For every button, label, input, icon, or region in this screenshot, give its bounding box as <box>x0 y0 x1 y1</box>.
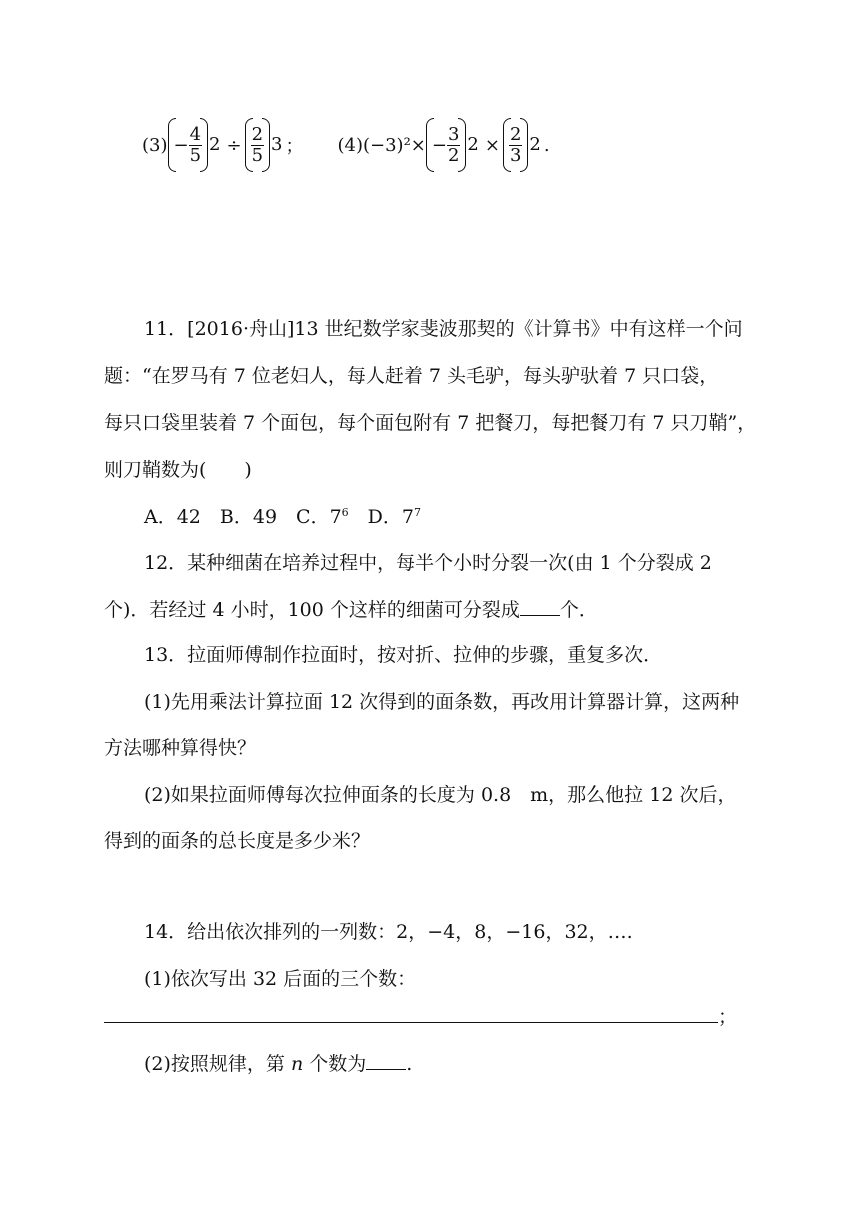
q14-variable-n: n <box>290 1053 304 1075</box>
q14-part2 <box>144 1051 412 1076</box>
p3-divide-sign: ÷ <box>226 134 242 156</box>
p3-fraction-2 <box>251 125 264 166</box>
q13-part1-line-1: (1)先用乘法计算拉面 12 次得到的面条数，再改用计算器计算，这两种 <box>144 691 740 713</box>
q14-part1-answer-line <box>104 1004 737 1029</box>
q13-part1-line-2: 方法哪种算得快？ <box>104 737 257 759</box>
p4-exponent-1: 2 <box>467 133 479 155</box>
q12-line-1: 12．某种细菌在培养过程中，每半个小时分裂一次(由 1 个分裂成 2 <box>144 552 712 574</box>
q14-part1-answer-blank[interactable] <box>104 1004 718 1023</box>
q11-option-c-exponent: 6 <box>341 506 349 519</box>
q14-part2-text-2: 个数为 <box>309 1053 367 1075</box>
q11-options <box>144 505 421 529</box>
p3-paren-1 <box>168 116 209 174</box>
q11-line-1: 11．[2016·舟山]13 世纪数学家斐波那契的《计算书》中有这样一个问 <box>144 318 743 340</box>
p4-frac1-sign: − <box>431 134 447 156</box>
p3-exponent-2: 3 <box>271 133 283 155</box>
q14-line-1: 14．给出依次排列的一列数：2，−4，8，−16，32，…. <box>144 921 633 943</box>
p4-fraction-2 <box>509 125 522 166</box>
p3-fraction-1 <box>189 125 202 166</box>
p3-frac2-denominator: 5 <box>251 144 264 166</box>
q12-line-2-end: 个． <box>559 599 598 621</box>
p3-frac1-sign: − <box>173 134 189 156</box>
p4-times-sign: × <box>484 134 500 156</box>
q11-option-d-exponent: 7 <box>414 506 421 519</box>
part-4-label: (4)(−3)²× <box>337 134 426 156</box>
q13-part2-line-1: (2)如果拉面师傅每次拉伸面条的长度为 0.8 m，那么他拉 12 次后， <box>144 784 737 806</box>
q12-line-2-text: 个)．若经过 4 小时，100 个这样的细菌可分裂成 <box>104 599 520 621</box>
q12-line-2 <box>104 597 598 622</box>
p4-frac1-numerator: 3 <box>447 123 460 145</box>
q13-line-1: 13．拉面师傅制作拉面时，按对折、拉伸的步骤，重复多次． <box>144 644 663 666</box>
q13-part2-line-2: 得到的面条的总长度是多少米？ <box>104 830 371 852</box>
q11-line-3: 每只口袋里装着 7 个面包，每个面包附有 7 把餐刀，每把餐刀有 7 只刀鞘”， <box>104 412 757 434</box>
math-expression-row <box>142 110 550 180</box>
q11-option-d: D．7 <box>348 506 414 528</box>
q14-part2-end: . <box>406 1053 413 1075</box>
p4-fraction-1 <box>447 125 460 166</box>
q11-line-4: 则刀鞘数为( ) <box>104 459 252 481</box>
q14-part1: (1)依次写出 32 后面的三个数： <box>144 968 417 990</box>
p4-frac1-denominator: 2 <box>447 144 460 166</box>
p3-frac1-numerator: 4 <box>189 123 202 145</box>
q11-options-main: A．42 B．49 C．7 <box>144 506 342 528</box>
part-3-label: (3) <box>142 134 168 156</box>
q11-line-2: 题：“在罗马有 7 位老妇人，每人赶着 7 头毛驴，每头驴驮着 7 只口袋， <box>104 365 719 387</box>
q14-part2-answer-blank[interactable] <box>366 1051 406 1070</box>
q12-answer-blank[interactable] <box>520 597 560 616</box>
p3-exponent-1: 2 <box>209 133 221 155</box>
q14-part2-text: (2)按照规律，第 <box>144 1053 285 1075</box>
separator: ； <box>285 136 304 157</box>
p4-exponent-2: 2 <box>529 133 541 155</box>
p4-frac2-numerator: 2 <box>509 123 522 145</box>
math-end-period: . <box>543 134 550 156</box>
p3-paren-2 <box>245 116 270 174</box>
p4-frac2-denominator: 3 <box>509 144 522 166</box>
p3-frac2-numerator: 2 <box>251 123 264 145</box>
p4-paren-2 <box>503 116 528 174</box>
p4-paren-1 <box>426 116 467 174</box>
p3-frac1-denominator: 5 <box>189 144 202 166</box>
q14-part1-end: ； <box>718 1006 738 1028</box>
